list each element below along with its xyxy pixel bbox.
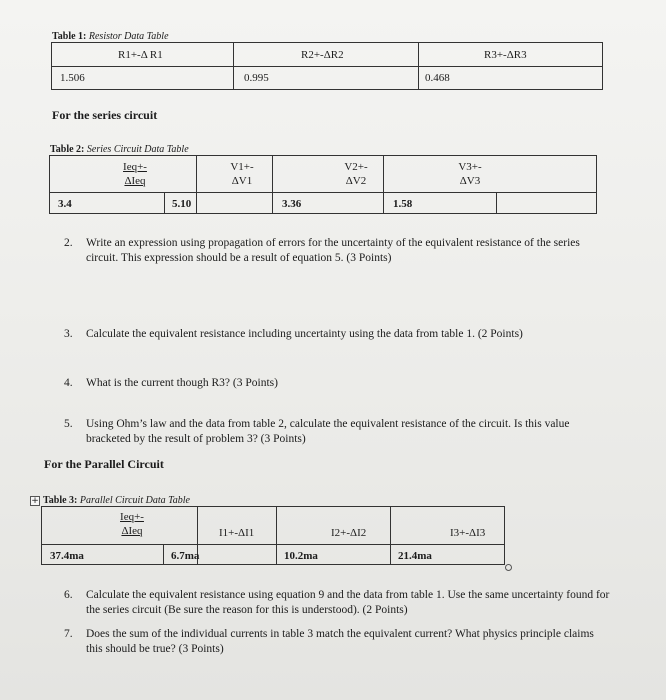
table1-header-r3: R3+-ΔR3: [484, 49, 527, 61]
table3-header-i3: I3+-ΔI3: [450, 527, 486, 539]
table2-header-v3: V3+- ΔV3: [458, 161, 482, 187]
table1-divider: [51, 66, 603, 67]
table1-caption-title: Resistor Data Table: [88, 31, 169, 42]
parallel-circuit-heading: For the Parallel Circuit: [44, 457, 164, 471]
table2-value-v1: 5.10: [172, 198, 192, 210]
table3-header-i2: I2+-ΔI2: [331, 527, 367, 539]
table3-value-i2: 10.2ma: [284, 550, 318, 562]
table1-caption-label: Table 1:: [52, 31, 87, 42]
table2-caption-label: Table 2:: [50, 144, 85, 155]
question-6: 6. Calculate the equivalent resistance using equation 9 and the data from table 1. Use the same uncertainty found for the series circuit (Be sure the reason for this is understood). (2 Points): [64, 589, 610, 616]
question-3: 3. Calculate the equivalent resistance including uncertainty using the data from table 1. (2 Points): [64, 328, 523, 340]
table-resize-handle-icon[interactable]: [505, 564, 512, 571]
table3-caption-label: Table 3:: [43, 495, 78, 506]
table2-caption-title: Series Circuit Data Table: [86, 144, 189, 155]
table2-value-ieq: 3.4: [58, 198, 72, 210]
table1-value-r2: 0.995: [244, 72, 269, 84]
table1-value-r3: 0.468: [425, 72, 450, 84]
table3-header-i1: I1+-ΔI1: [219, 527, 255, 539]
table3-value-i3: 21.4ma: [398, 550, 432, 562]
table2-value-v2: 3.36: [282, 198, 302, 210]
table3-caption-title: Parallel Circuit Data Table: [79, 495, 190, 506]
table1-value-r1: 1.506: [60, 72, 85, 84]
question-4: 4. What is the current though R3? (3 Points): [64, 377, 278, 389]
table3-header-ieq: Ieq+- ΔIeq: [120, 511, 144, 537]
table1-header-r1: R1+-Δ R1: [118, 49, 163, 61]
table2-value-v3: 1.58: [393, 198, 413, 210]
table3-value-i1: 6.7ma: [171, 550, 200, 562]
table3-value-ieq: 37.4ma: [50, 550, 84, 562]
question-2: 2. Write an expression using propagation of errors for the uncertainty of the equivalent resistance of the series circuit. This expression should be a result of equation 5. (3 Points): [64, 237, 580, 264]
question-7: 7. Does the sum of the individual currents in table 3 match the equivalent current? What physics principle claims this should be true? (3 Points): [64, 628, 594, 655]
table2-caption: [50, 144, 189, 155]
table1-header-r2: R2+-ΔR2: [301, 49, 344, 61]
series-circuit-heading: For the series circuit: [52, 108, 158, 122]
table2-header-ieq: Ieq+- ΔIeq: [123, 161, 147, 187]
table2-header-v2: V2+- ΔV2: [344, 161, 368, 187]
table3-caption: [43, 495, 190, 506]
question-5: 5. Using Ohm’s law and the data from table 2, calculate the equivalent resistance of the circuit. Is this value bracketed by the result of problem 3? (3 Points): [64, 418, 570, 445]
table2-header-v1: V1+- ΔV1: [230, 161, 254, 187]
table1-caption: [52, 31, 169, 42]
table-move-handle-icon[interactable]: +: [31, 496, 39, 506]
